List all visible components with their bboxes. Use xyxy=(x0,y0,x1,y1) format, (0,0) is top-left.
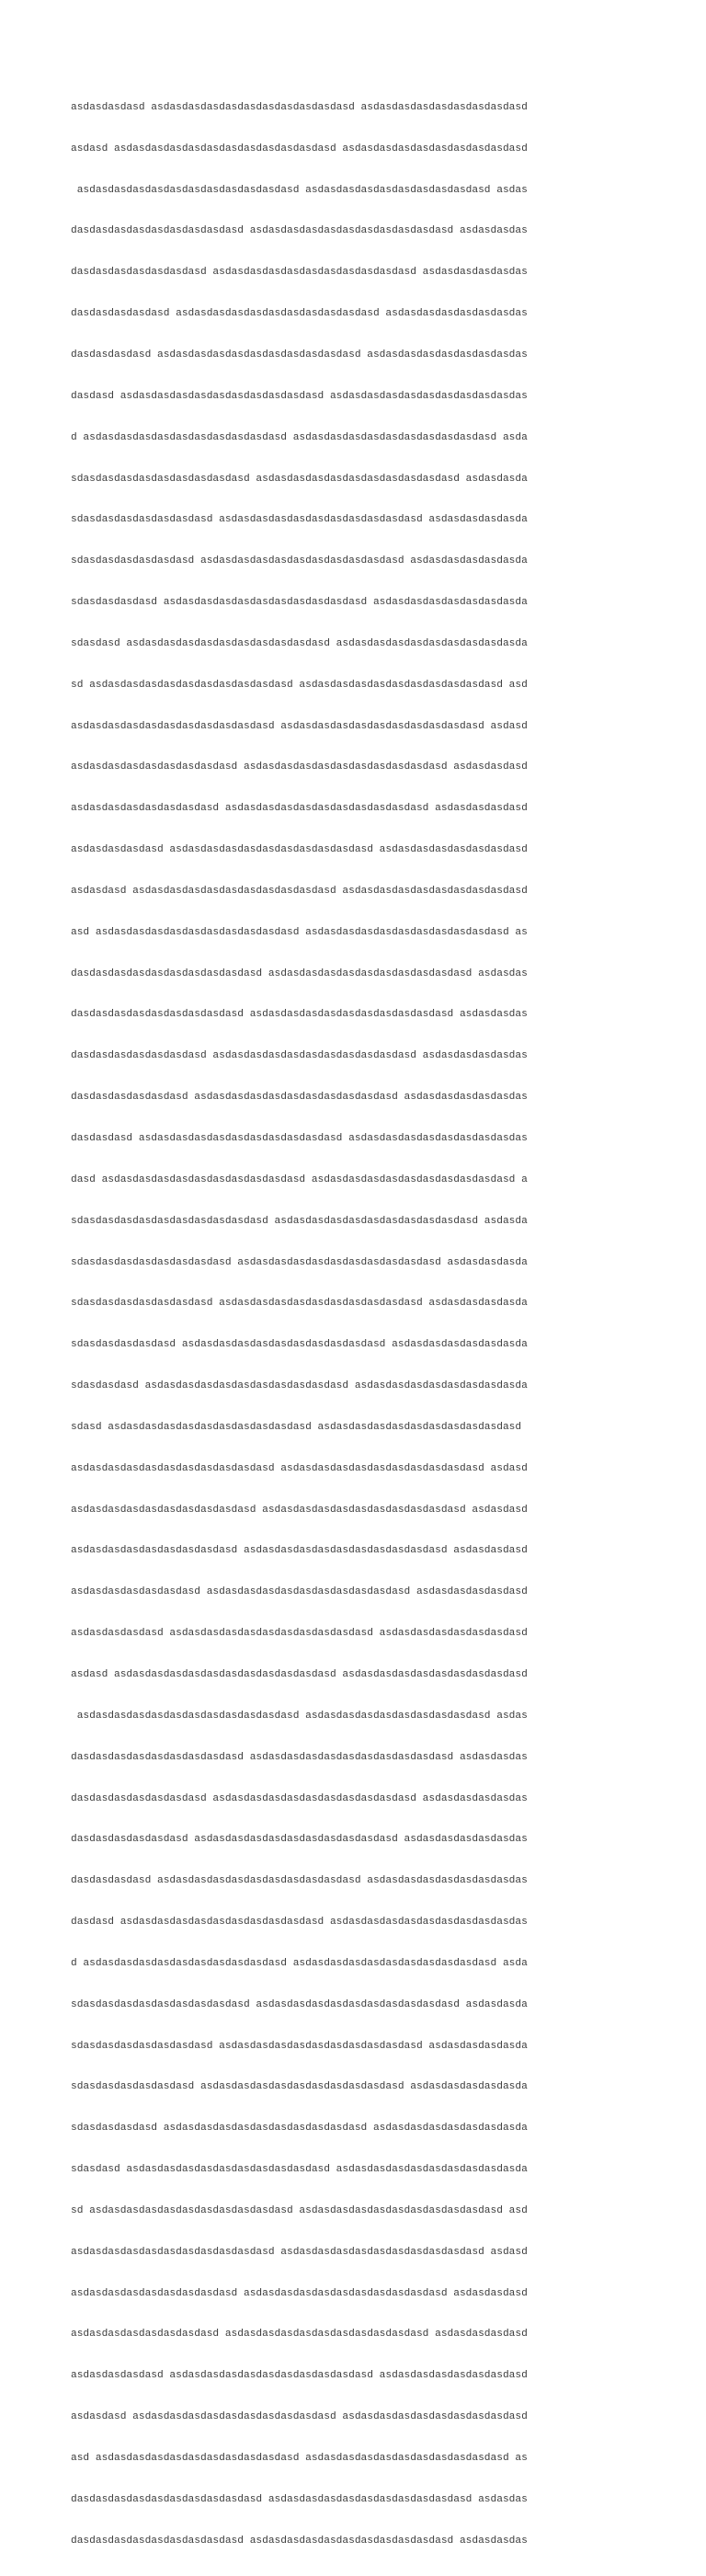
text-line: dasdasdasdasdasd asdasdasdasdasdasdasdasdasdasdasd asdasdasdasdasdasdasdas xyxy=(71,308,528,320)
text-line: sdasdasdasdasdasdasdasdasd asdasdasdasdasdasdasdasdasdasdasd asdasdasdasda xyxy=(71,1256,528,1268)
text-line: asdasd asdasdasdasdasdasdasdasdasdasdasdasd asdasdasdasdasdasdasdasdasdasd xyxy=(71,1668,528,1680)
text-line: dasdasdasdasdasdasd asdasdasdasdasdasdasdasdasdasdasd asdasdasdasdasdasdas xyxy=(71,1092,528,1104)
text-line: asdasdasdasdasdasdasdasdasdasdasdasd asdasdasdasdasdasdasdasdasdasd asdas xyxy=(71,1710,528,1722)
text-line: asd asdasdasdasdasdasdasdasdasdasdasd asdasdasdasdasdasdasdasdasdasdasd as xyxy=(71,2453,528,2464)
text-line: asdasdasdasdasdasdasdasdasd asdasdasdasdasdasdasdasdasdasdasd asdasdasdasd xyxy=(71,1545,528,1557)
text-line: dasdasdasdasdasdasdasd asdasdasdasdasdasdasdasdasdasdasd asdasdasdasdasdas xyxy=(71,267,528,279)
text-line: sdasdasdasdasdasdasdasd asdasdasdasdasdasdasdasdasdasdasd asdasdasdasdasda xyxy=(71,2040,528,2052)
text-line: asdasdasdasdasdasdasdasd asdasdasdasdasdasdasdasdasdasdasd asdasdasdasdasd xyxy=(71,2329,528,2341)
text-line: sdasdasdasd asdasdasdasdasdasdasdasdasdasdasd asdasdasdasdasdasdasdasdasda xyxy=(71,1380,528,1392)
text-line: dasdasdasdasdasdasd asdasdasdasdasdasdasdasdasdasdasd asdasdasdasdasdasdas xyxy=(71,1834,528,1846)
text-line: sdasdasdasdasd asdasdasdasdasdasdasdasdasdasdasd asdasdasdasdasdasdasdasda xyxy=(71,597,528,609)
text-line: sdasdasdasdasdasdasdasd asdasdasdasdasdasdasdasdasdasdasd asdasdasdasdasda xyxy=(71,514,528,526)
text-line: sdasdasdasdasd asdasdasdasdasdasdasdasdasdasdasd asdasdasdasdasdasdasdasda xyxy=(71,2123,528,2135)
text-line: asdasdasdasdasd asdasdasdasdasdasdasdasdasdasdasd asdasdasdasdasdasdasdasd xyxy=(71,1628,528,1640)
text-line: sd asdasdasdasdasdasdasdasdasdasdasd asdasdasdasdasdasdasdasdasdasdasd asd xyxy=(71,2204,528,2216)
text-line: sdasdasd asdasdasdasdasdasdasdasdasdasdasd asdasdasdasdasdasdasdasdasdasda xyxy=(71,2164,528,2176)
text-line: asdasdasd asdasdasdasdasdasdasdasdasdasdasd asdasdasdasdasdasdasdasdasdasd xyxy=(71,885,528,897)
text-line: dasdasdasdasd asdasdasdasdasdasdasdasdasdasdasd asdasdasdasdasdasdasdasdas xyxy=(71,349,528,361)
text-line: asdasdasdasdasdasdasdasdasdasdasd asdasdasdasdasdasdasdasdasdasdasd asdasd xyxy=(71,720,528,732)
text-line: asdasdasdasdasd asdasdasdasdasdasdasdasdasdasdasd asdasdasdasdasdasdasdasd xyxy=(71,844,528,856)
text-line: asdasdasdasdasdasdasdasdasd asdasdasdasdasdasdasdasdasdasdasd asdasdasdasd xyxy=(71,2287,528,2299)
text-line: asd asdasdasdasdasdasdasdasdasdasdasd asdasdasdasdasdasdasdasdasdasdasd as xyxy=(71,926,528,938)
text-line: asdasdasdasdasdasdasdasdasd asdasdasdasdasdasdasdasdasdasdasd asdasdasdasd xyxy=(71,761,528,773)
text-line: asdasdasdasdasdasdasdasdasdasdasd asdasdasdasdasdasdasdasdasdasdasd asdasd xyxy=(71,1462,528,1474)
text-line: dasdasdasdasdasdasdasdasdasdasd asdasdasdasdasdasdasdasdasdasdasd asdasdas xyxy=(71,967,528,979)
text-line: d asdasdasdasdasdasdasdasdasdasdasd asdasdasdasdasdasdasdasdasdasdasd asda xyxy=(71,431,528,443)
text-line: asdasdasdasdasdasdasd asdasdasdasdasdasdasdasdasdasdasd asdasdasdasdasdasd xyxy=(71,1586,528,1598)
text-line: d asdasdasdasdasdasdasdasdasdasdasd asdasdasdasdasdasdasdasdasdasdasd asda xyxy=(71,1957,528,1969)
text-line: sdasdasd asdasdasdasdasdasdasdasdasdasdasd asdasdasdasdasdasdasdasdasdasda xyxy=(71,637,528,649)
text-line: sdasd asdasdasdasdasdasdasdasdasdasdasd asdasdasdasdasdasdasdasdasdasdasd xyxy=(71,1421,522,1433)
text-line: sdasdasdasdasdasdasdasdasdasdasd asdasdasdasdasdasdasdasdasdasdasd asdasda xyxy=(71,1215,528,1227)
text-line: sdasdasdasdasdasdasdasdasdasd asdasdasdasdasdasdasdasdasdasdasd asdasdasda xyxy=(71,473,528,485)
text-line: asdasdasdasdasd asdasdasdasdasdasdasdasdasdasdasd asdasdasdasdasdasdasdasd xyxy=(71,2370,528,2382)
text-line: sdasdasdasdasdasdasd asdasdasdasdasdasdasdasdasdasdasd asdasdasdasdasdasda xyxy=(71,555,528,567)
text-line: sdasdasdasdasdasd asdasdasdasdasdasdasdasdasdasdasd asdasdasdasdasdasdasda xyxy=(71,1339,528,1351)
text-line: dasd asdasdasdasdasdasdasdasdasdasdasd asdasdasdasdasdasdasdasdasdasdasd a xyxy=(71,1174,528,1185)
text-line: dasdasdasdasdasdasdasdasdasd asdasdasdasdasdasdasdasdasdasdasd asdasdasdas xyxy=(71,1009,528,1021)
text-line: dasdasdasdasdasdasdasd asdasdasdasdasdasdasdasdasdasdasd asdasdasdasdasdas xyxy=(71,1050,528,1062)
text-line: sdasdasdasdasdasdasdasd asdasdasdasdasdasdasdasdasdasdasd asdasdasdasdasda xyxy=(71,1298,528,1310)
text-line: dasdasdasd asdasdasdasdasdasdasdasdasdasdasd asdasdasdasdasdasdasdasdasdas xyxy=(71,1133,528,1144)
text-line: dasdasdasdasdasdasdasdasdasd asdasdasdasdasdasdasdasdasdasdasd asdasdasdas xyxy=(71,2535,528,2547)
text-line: dasdasd asdasdasdasdasdasdasdasdasdasdasd asdasdasdasdasdasdasdasdasdasdas xyxy=(71,1917,528,1929)
text-line: dasdasd asdasdasdasdasdasdasdasdasdasdasd asdasdasdasdasdasdasdasdasdasdas xyxy=(71,390,528,402)
text-line: dasdasdasdasdasdasdasdasdasd asdasdasdasdasdasdasdasdasdasdasd asdasdasdas xyxy=(71,225,528,237)
text-line: sd asdasdasdasdasdasdasdasdasdasdasd asdasdasdasdasdasdasdasdasdasdasd asd xyxy=(71,679,528,691)
text-line: asdasdasd asdasdasdasdasdasdasdasdasdasdasd asdasdasdasdasdasdasdasdasdasd xyxy=(71,2411,528,2423)
text-line: asdasdasdasdasdasdasdasdasdasd asdasdasdasdasdasdasdasdasdasdasd asdasdasd xyxy=(71,1504,528,1516)
text-line: asdasd asdasdasdasdasdasdasdasdasdasdasdasd asdasdasdasdasdasdasdasdasdasd xyxy=(71,143,528,155)
text-line: asdasdasdasdasdasdasdasdasdasdasdasd asdasdasdasdasdasdasdasdasdasd asdas xyxy=(71,184,528,196)
text-line: dasdasdasdasdasdasdasd asdasdasdasdasdasdasdasdasdasdasd asdasdasdasdasdas xyxy=(71,1792,528,1804)
text-line: asdasdasdasdasdasdasdasd asdasdasdasdasdasdasdasdasdasdasd asdasdasdasdasd xyxy=(71,803,528,815)
text-line: asdasdasdasdasdasdasdasdasdasdasd asdasdasdasdasdasdasdasdasdasdasd asdasd xyxy=(71,2246,528,2258)
text-line: dasdasdasdasdasdasdasdasdasdasd asdasdasdasdasdasdasdasdasdasdasd asdasdas xyxy=(71,2493,528,2505)
text-line: sdasdasdasdasdasdasd asdasdasdasdasdasdasdasdasdasdasd asdasdasdasdasdasda xyxy=(71,2081,528,2093)
text-line: sdasdasdasdasdasdasdasdasdasd asdasdasdasdasdasdasdasdasdasdasd asdasdasda xyxy=(71,1998,528,2010)
body-text xyxy=(71,74,641,2576)
text-line: dasdasdasdasdasdasdasdasdasd asdasdasdasdasdasdasdasdasdasdasd asdasdasdas xyxy=(71,1751,528,1763)
text-line: asdasdasdasd asdasdasdasdasdasdasdasdasdasdasd asdasdasdasdasdasdasdasdasd xyxy=(71,101,528,113)
text-line: dasdasdasdasd asdasdasdasdasdasdasdasdasdasdasd asdasdasdasdasdasdasdasdas xyxy=(71,1875,528,1887)
